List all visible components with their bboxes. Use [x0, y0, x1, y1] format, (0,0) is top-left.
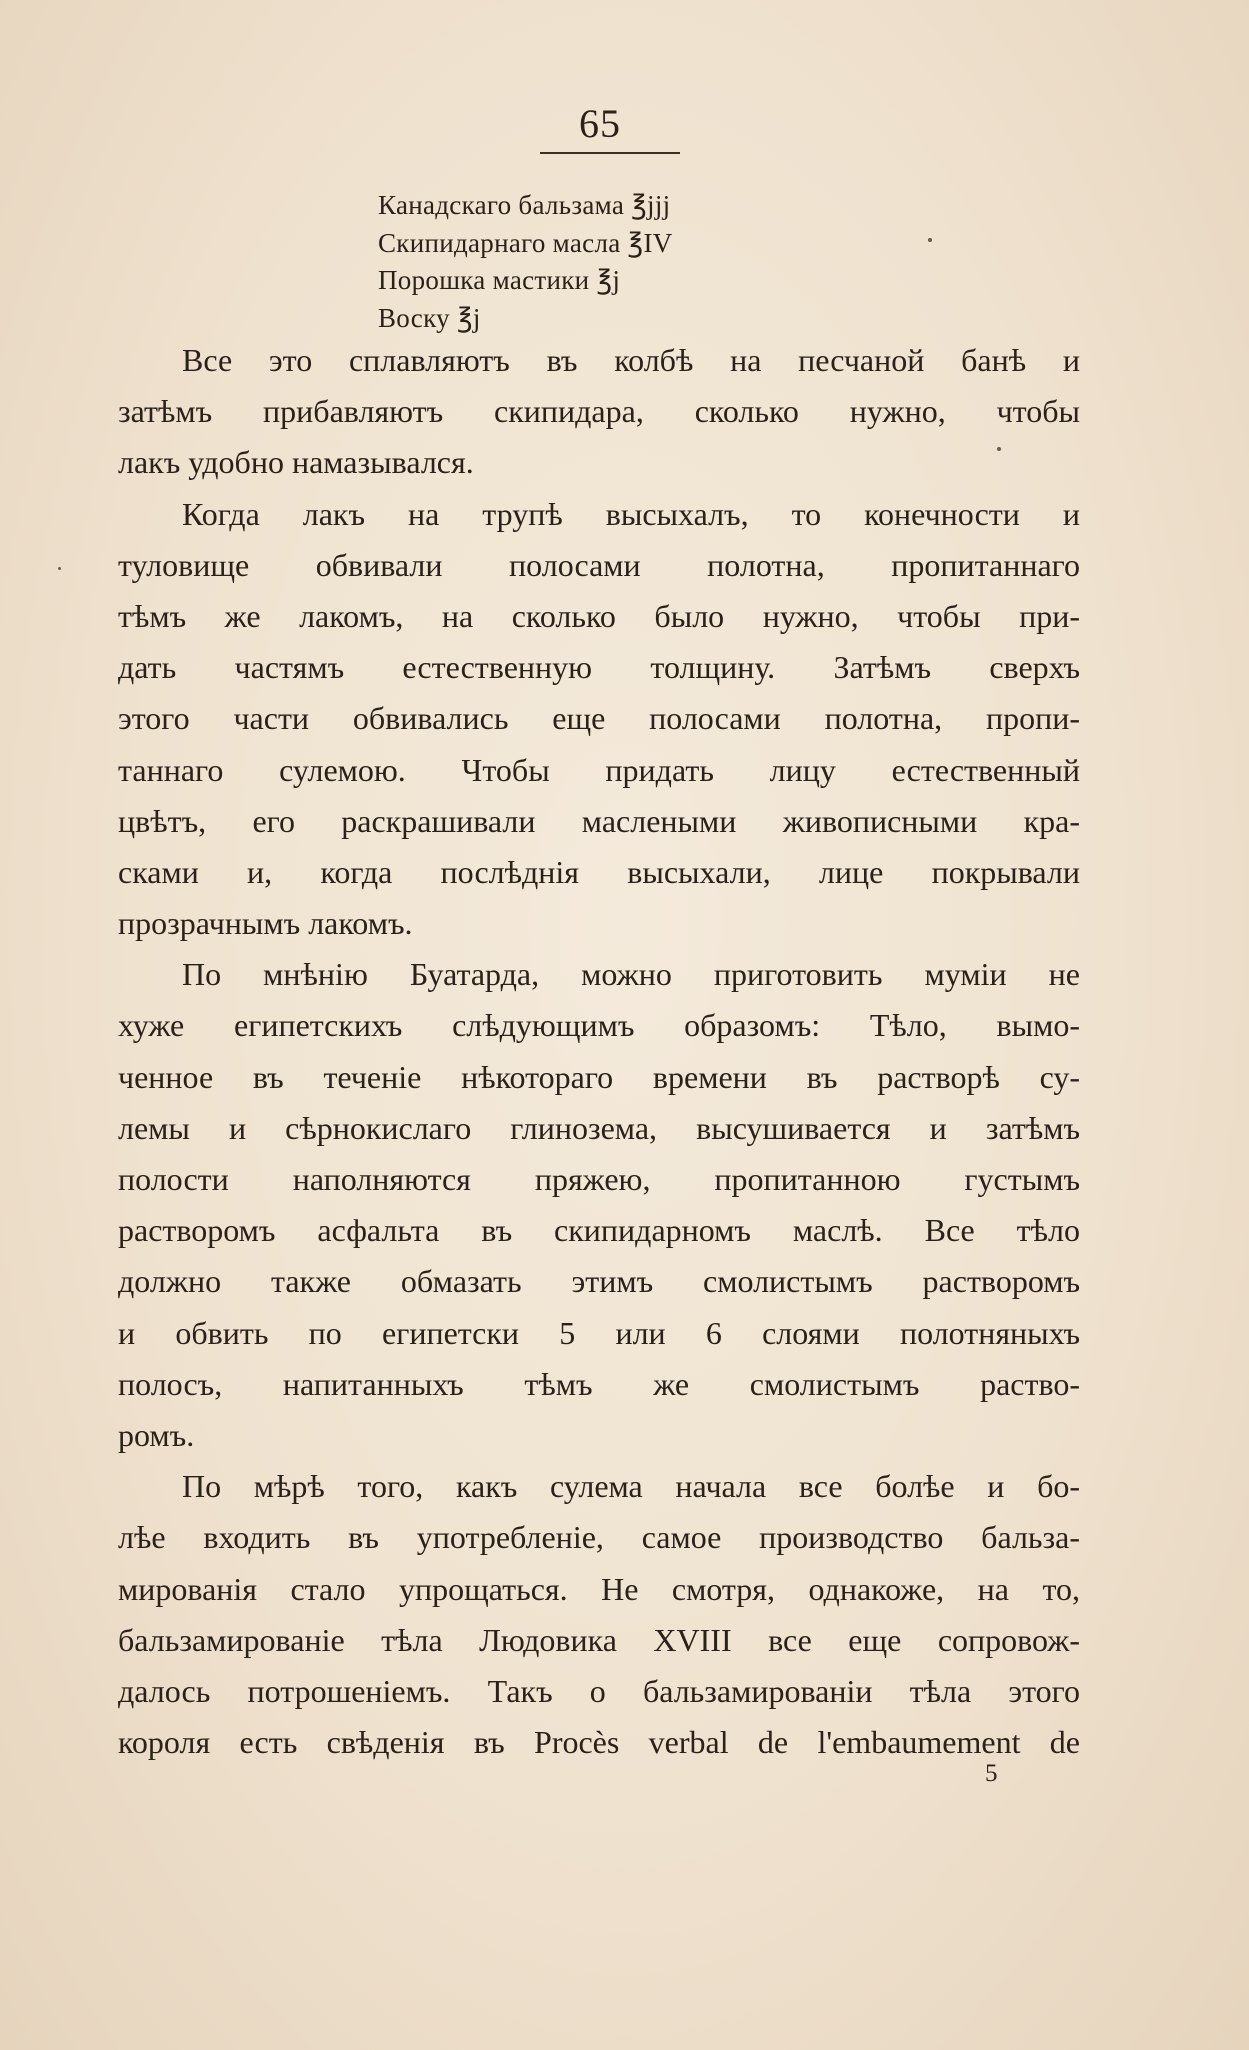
- text-line: цвѣтъ, его раскрашивали маслеными живописными кра-: [118, 802, 1080, 839]
- text-line: растворомъ асфальта въ скипидарномъ маслѣ. Все тѣло: [118, 1212, 1080, 1249]
- text-line: мированiя стало упрощаться. Не смотря, однакоже, на то,: [118, 1570, 1080, 1607]
- text-line: бальзамированiе тѣла Людовика XVIII все еще сопровож-: [118, 1621, 1080, 1658]
- header-rule: [540, 152, 680, 154]
- paper-speck: [928, 238, 932, 242]
- text-line: полости наполняются пряжею, пропитанною густымъ: [118, 1161, 1080, 1197]
- recipe-list: [378, 187, 673, 337]
- text-line: короля есть свѣденiя въ Procès verbal de l'embaumement de: [118, 1724, 1080, 1761]
- recipe-line: Канадскаго бальзама ℥jjj: [378, 190, 671, 220]
- text-line: По мѣрѣ того, какъ сулема начала все болѣе и бо-: [182, 1468, 1080, 1505]
- body-text: [118, 335, 1080, 1768]
- text-line: лемы и сѣрнокислаго глинозема, высушивается и затѣмъ: [118, 1109, 1080, 1146]
- text-line: Когда лакъ на трупѣ высыхалъ, то конечности и: [182, 495, 1080, 532]
- text-line: тѣмъ же лакомъ, на сколько было нужно, чтобы при-: [118, 597, 1080, 634]
- signature-mark: 5: [985, 1760, 998, 1787]
- text-line: ченное въ теченiе нѣкотораго времени въ растворѣ су-: [118, 1058, 1080, 1095]
- recipe-line: Скипидарнаго масла ℥IV: [378, 227, 673, 258]
- text-line: затѣмъ прибавляютъ скипидара, сколько нужно, чтобы: [118, 393, 1080, 430]
- text-line: лакъ удобно намазывался.: [118, 444, 474, 481]
- paper-speck: [58, 567, 61, 570]
- text-line: и обвить по египетски 5 или 6 слоями полотняныхъ: [118, 1314, 1080, 1351]
- text-line: должно также обмазать этимъ смолистымъ растворомъ: [118, 1263, 1080, 1300]
- text-line: полосъ, напитанныхъ тѣмъ же смолистымъ раство-: [118, 1365, 1080, 1402]
- recipe-line: Воску ℥j: [378, 302, 481, 333]
- text-line: ромъ.: [118, 1416, 195, 1453]
- text-line: Все это сплавляютъ въ колбѣ на песчаной банѣ и: [182, 342, 1080, 378]
- text-line: сками и, когда послѣднія высыхали, лице покрывали: [118, 853, 1080, 890]
- text-line: хуже египетскихъ слѣдующимъ образомъ: Тѣло, вымо-: [118, 1007, 1080, 1044]
- paper-speck: [997, 447, 1001, 451]
- text-line: туловище обвивали полосами полотна, пропитаннаго: [118, 546, 1080, 583]
- text-line: лѣе входить въ употребленiе, самое производство бальза-: [118, 1519, 1080, 1556]
- recipe-line: Порошка мастики ℥j: [378, 265, 621, 295]
- text-line: По мнѣнію Буатарда, можно приготовить мумiи не: [182, 956, 1080, 993]
- text-line: таннаго сулемою. Чтобы придать лицу естественный: [118, 751, 1080, 788]
- text-line: дать частямъ естественную толщину. Затѣмъ сверхъ: [118, 649, 1080, 686]
- page-number: 65: [579, 101, 621, 146]
- text-line: далось потрошенiемъ. Такъ о бальзамированiи тѣла этого: [118, 1672, 1080, 1709]
- text-line: этого части обвивались еще полосами полотна, пропи-: [118, 700, 1080, 737]
- text-line: прозрачнымъ лакомъ.: [118, 905, 413, 942]
